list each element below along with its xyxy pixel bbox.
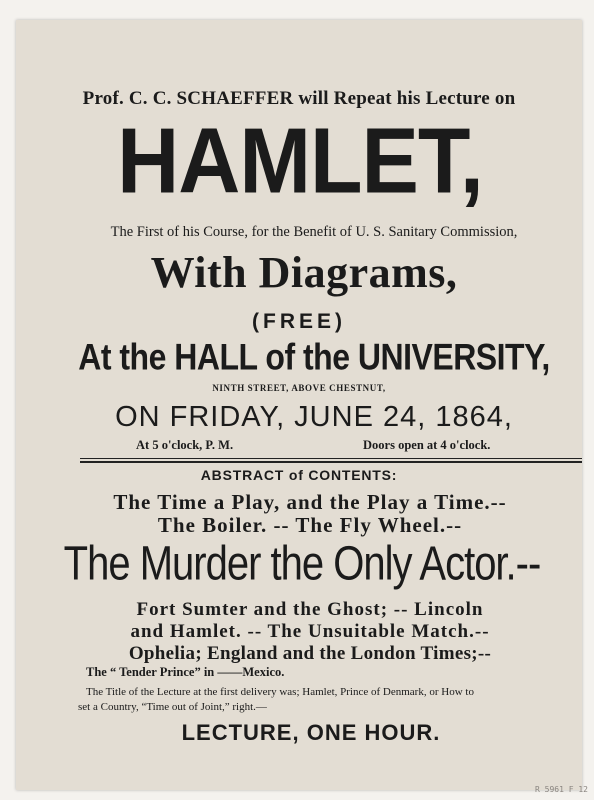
divider-top xyxy=(80,458,582,459)
date-line: ON FRIDAY, JUNE 24, 1864, xyxy=(115,401,513,433)
contents-line-1: The Time a Play, and the Play a Time.-- xyxy=(113,490,507,514)
murder-line: The Murder the Only Actor.-- xyxy=(63,537,541,591)
hall-line: At the HALL of the UNIVERSITY, xyxy=(78,336,550,378)
benefit-line xyxy=(44,225,584,240)
contents-line-4: and Hamlet. -- The Unsuitable Match.-- xyxy=(130,621,490,642)
divider-bottom xyxy=(80,461,582,463)
contents-line-3: Fort Sumter and the Ghost; -- Lincoln xyxy=(136,599,484,620)
closing-line: LECTURE, ONE HOUR. xyxy=(181,720,441,745)
note-line-1: The Title of the Lecture at the first delivery was; Hamlet, Prince of Denmark, or How to xyxy=(86,686,474,698)
abstract-heading: ABSTRACT of CONTENTS: xyxy=(200,467,398,483)
street-line: NINTH STREET, ABOVE CHESTNUT, xyxy=(212,383,386,393)
poster-sheet xyxy=(16,20,582,790)
hamlet-title: HAMLET, xyxy=(117,109,483,213)
diagrams-line: With Diagrams, xyxy=(150,248,458,297)
tender-line: The “ Tender Prince” in ——Mexico. xyxy=(86,665,285,679)
lecturer-line: Prof. C. C. SCHAEFFER will Repeat his Lecture on xyxy=(82,88,516,109)
note-line-2: set a Country, “Time out of Joint,” right.— xyxy=(78,701,267,713)
catalog-mark: R 5961 F 12 xyxy=(535,785,588,794)
benefit-text: The First of his Course, for the Benefit of U. S. Sanitary Commission, xyxy=(110,224,518,240)
contents-line-5: Ophelia; England and the London Times;-- xyxy=(128,643,492,664)
start-time: At 5 o'clock, P. M. xyxy=(136,438,234,452)
free-line: (FREE) xyxy=(252,310,346,333)
doors-time: Doors open at 4 o'clock. xyxy=(363,438,491,452)
contents-line-2: The Boiler. -- The Fly Wheel.-- xyxy=(157,513,463,537)
